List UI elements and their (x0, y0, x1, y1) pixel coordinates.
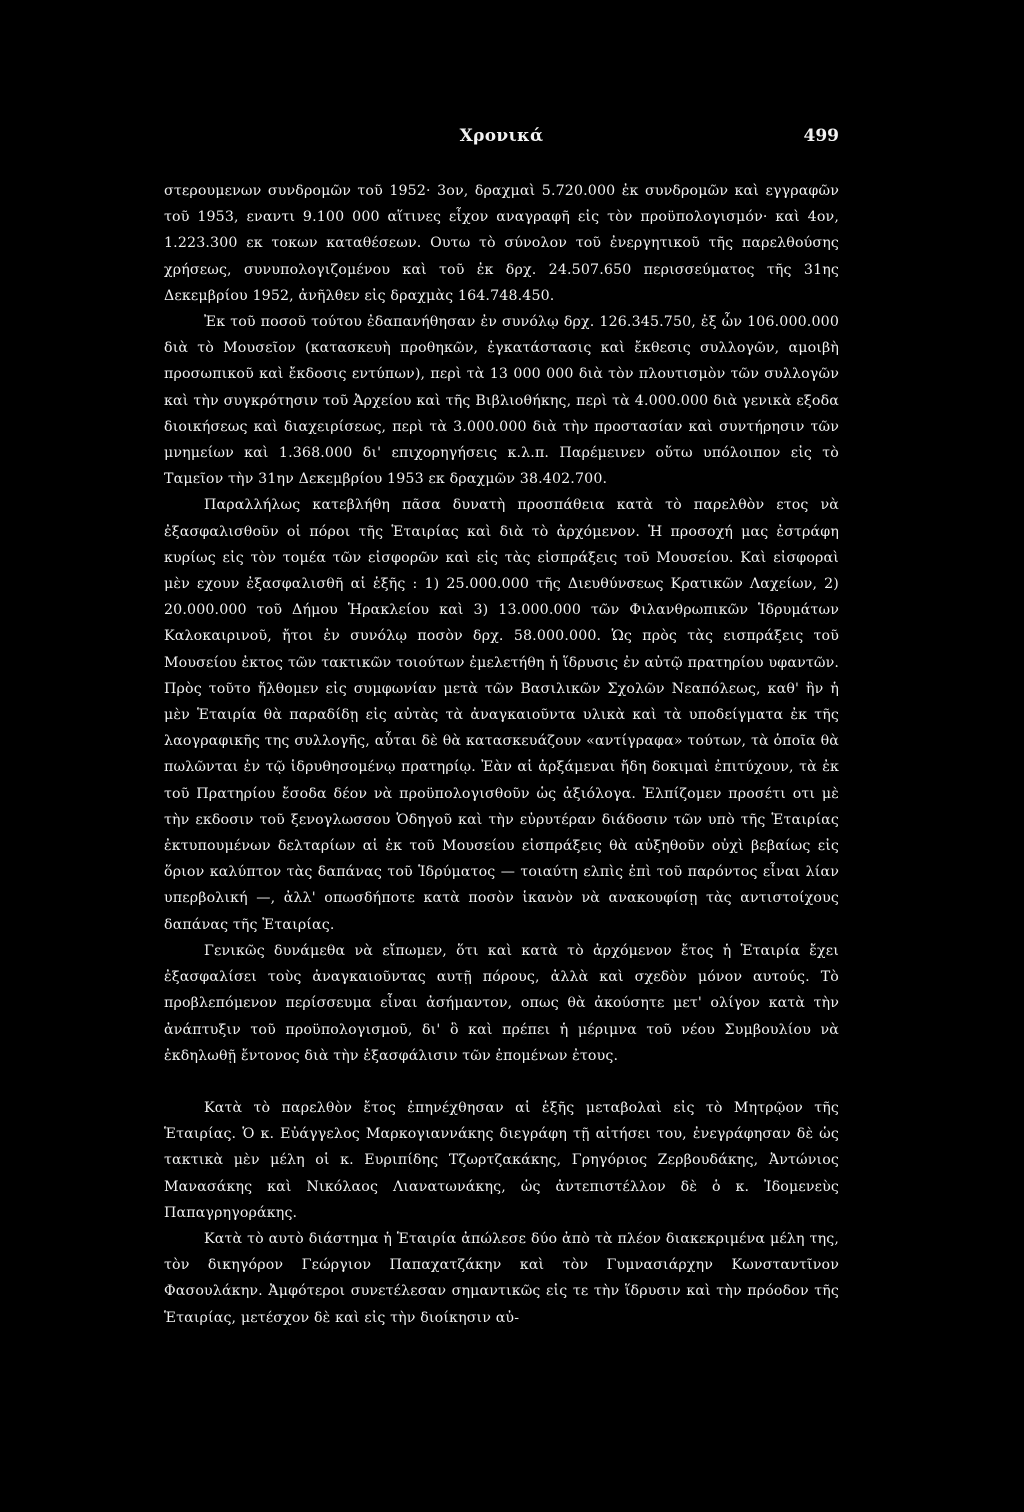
paragraph-expenditures: Ἐκ τοῦ ποσοῦ τούτου ἐδαπανήθησαν ἐν συνόλῳ δρχ. 126.345.750, ἐξ ὧν 106.000.000 διὰ τὸ Μουσεῖον (κατασκευὴ προθηκῶν, ἐγκατάστασις καὶ ἔκθεσις συλλογῶν, αμοιβὴ προσωπικοῦ καὶ ἔκδοσις εντύπων), περὶ τὰ 13 000 000 διὰ τὸν πλουτισμὸν τῶν συλλογῶν καὶ τὴν συγκρότησιν τοῦ Ἀρχείου καὶ τῆς Βιβλιοθήκης, περὶ τὰ 4.000.000 διὰ γενικὰ εξοδα διοικήσεως καὶ διαχειρίσεως, περὶ τὰ 3.000.000 διὰ τὴν προστασίαν καὶ συντήρησιν τῶν μνημείων καὶ 1.368.000 δι' επιχορηγήσεις κ.λ.π. Παρέμεινεν οὕτω υπόλοιπον εἰς τὸ Ταμεῖον τὴν 31ην Δεκεμβρίου 1953 εκ δραχμῶν 38.402.700. (164, 314, 839, 488)
paragraph-obituary: Κατὰ τὸ αυτὸ διάστημα ἡ Ἑταιρία ἀπώλεσε δύο ἀπὸ τὰ πλέον διακεκριμένα μέλη της, τὸν δικηγόρον Γεώργιον Παπαχατζάκην καὶ τὸν Γυμνασιάρχην Κωνσταντῖνον Φασουλάκην. Ἀμφότεροι συνετέλεσαν σημαντικῶς εἰς τε τὴν ἵδρυσιν καὶ τὴν πρόοδον τῆς Ἑταιρίας, μετέσχον δὲ καὶ εἰς τὴν διοίκησιν αὐ- (164, 1230, 839, 1326)
body-text (164, 178, 839, 1331)
paragraph-resources: Παραλλήλως κατεβλήθη πᾶσα δυνατὴ προσπάθεια κατὰ τὸ παρελθὸν ετος νὰ ἐξασφαλισθοῦν οἱ πόροι τῆς Ἑταιρίας καὶ διὰ τὸ ἀρχόμενον. Ἡ προσοχή μας ἐστράφη κυρίως εἰς τὸν τομέα τῶν εἰσφορῶν καὶ εἰς τὰς εἰσπράξεις τοῦ Μουσείου. Καὶ εἰσφοραὶ μὲν εχουν ἐξασφαλισθῆ αἱ ἑξῆς : 1) 25.000.000 τῆς Διευθύνσεως Κρατικῶν Λαχείων, 2) 20.000.000 τοῦ Δήμου Ἡρακλείου καὶ 3) 13.000.000 τῶν Φιλανθρωπικῶν Ἱδρυμάτων Καλοκαιρινοῦ, ἤτοι ἐν συνόλῳ ποσὸν δρχ. 58.000.000. Ὡς πρὸς τὰς εισπράξεις τοῦ Μουσείου ἐκτος τῶν τακτικῶν τοιούτων ἐμελετήθη ἡ ἵδρυσις ἐν αὐτῷ πρατηρίου υφαντῶν. Πρὸς τοῦτο ἤλθομεν εἰς συμφωνίαν μετὰ τῶν Βασιλικῶν Σχολῶν Νεαπόλεως, καθ' ἣν ἡ μὲν Ἑταιρία θὰ παραδίδῃ εἰς αὐτὰς τὰ ἀναγκαιοῦντα υλικὰ καὶ τὰ υποδείγματα ἐκ τῆς λαογραφικῆς της συλλογῆς, αὗται δὲ θὰ κατασκευάζουν «αντίγραφα» τούτων, τὰ ὁποῖα θὰ πωλῶνται ἐν τῷ ἱδρυθησομένῳ πρατηρίῳ. Ἐὰν αἱ ἀρξάμεναι ἤδη δοκιμαὶ ἐπιτύχουν, τὰ ἐκ τοῦ Πρατηρίου ἔσοδα δέον νὰ προϋπολογισθοῦν ὡς ἀξιόλογα. Ἐλπίζομεν προσέτι οτι μὲ τὴν εκδοσιν τοῦ ξενογλωσσου Ὁδηγοῦ καὶ τὴν εὐρυτέραν διάδοσιν τῶν υπὸ τῆς Ἑταιρίας ἐκτυπουμένων δελταρίων αἱ ἐκ τοῦ Μουσείου εἰσπράξεις θὰ αὐξηθοῦν οὐχὶ βεβαίως εἰς ὅριον καλύπτον τὰς δαπάνας τοῦ Ἱδρύματος — τοιαύτη ελπὶς ἐπὶ τοῦ παρόντος εἶναι λίαν υπερβολική —, ἀλλ' οπωσδήποτε κατὰ ποσὸν ἱκανὸν νὰ ανακουφίσῃ τὰς αντιστοίχους δαπάνας τῆς Ἑταιρίας. (164, 497, 839, 933)
running-title: Χρονικά (459, 126, 544, 146)
paragraph-membership: Κατὰ τὸ παρελθὸν ἔτος ἐπηνέχθησαν αἱ ἑξῆς μεταβολαὶ εἰς τὸ Μητρῷον τῆς Ἑταιρίας. Ὁ κ. Εὐάγγελος Μαρκογιαννάκης διεγράφη τῇ αἰτήσει του, ἐνεγράφησαν δὲ ὡς τακτικὰ μὲν μέλη οἱ κ. Ευριπίδης Τζωρτζακάκης, Γρηγόριος Ζερβουδάκης, Ἀντώνιος Μανασάκης καὶ Νικόλαος Λιανατωνάκης, ὡς ἀντεπιστέλλον δὲ ὁ κ. Ἰδομενεὺς Παπαγρηγοράκης. (164, 1099, 839, 1221)
paragraph-outlook: Γενικῶς δυνάμεθα νὰ εἴπωμεν, ὅτι καὶ κατὰ τὸ ἀρχόμενον ἔτος ἡ Ἑταιρία ἔχει ἐξασφαλίσει τοὺς ἀναγκαιοῦντας αυτῇ πόρους, ἀλλὰ καὶ σχεδὸν μόνον αυτούς. Τὸ προβλεπόμενον περίσσευμα εἶναι ἀσήμαντον, οπως θὰ ἀκούσητε μετ' ολίγον κατὰ τὴν ἀνάπτυξιν τοῦ προϋπολογισμοῦ, δι' ὃ καὶ πρέπει ἡ μέριμνα τοῦ νέου Συμβουλίου νὰ ἐκδηλωθῇ ἔντονος διὰ τὴν ἐξασφάλισιν τῶν ἐπομένων ἐτους. (164, 942, 839, 1064)
page-number: 499 (803, 126, 839, 146)
page-header (164, 126, 839, 160)
document-page (164, 126, 839, 1331)
section-divider (164, 1069, 839, 1095)
paragraph-continuation: στερουμενων συνδρομῶν τοῦ 1952· 3ον, δραχμαὶ 5.720.000 ἐκ συνδρομῶν καὶ εγγραφῶν τοῦ 1953, εναντι 9.100 000 αἵτινες εἶχον αναγραφῆ εἰς τὸν προϋπολογισμόν· καὶ 4ον, 1.223.300 εκ τοκων καταθέσεων. Ουτω τὸ σύνολον τοῦ ἐνεργητικοῦ τῆς παρελθούσης χρήσεως, συνυπολογιζομένου καὶ τοῦ ἐκ δρχ. 24.507.650 περισσεύματος τῆς 31ης Δεκεμβρίου 1952, ἀνῆλθεν εἰς δραχμὰς 164.748.450. (164, 183, 839, 304)
